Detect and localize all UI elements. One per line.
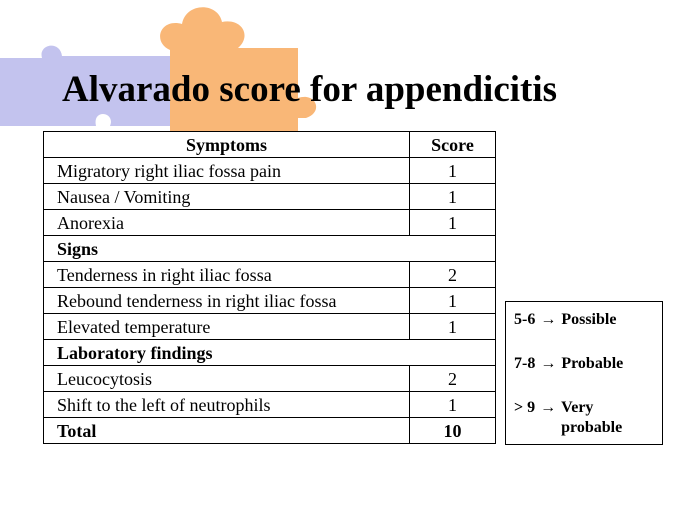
header-score: Score xyxy=(410,132,496,158)
table-row xyxy=(44,158,496,184)
legend-range: 5-6 xyxy=(514,311,536,328)
legend-range: 7-8 xyxy=(514,355,536,372)
table-row xyxy=(44,262,496,288)
header-symptoms: Symptoms xyxy=(44,132,410,158)
alvarado-score-table xyxy=(43,131,496,444)
row-score: 1 xyxy=(410,184,496,210)
row-score: 1 xyxy=(410,158,496,184)
legend-range: > 9 xyxy=(514,399,536,416)
row-label: Migratory right iliac fossa pain xyxy=(44,158,410,184)
row-label: Leucocytosis xyxy=(44,366,410,392)
page-title: Alvarado score for appendicitis xyxy=(62,69,558,110)
row-score: 1 xyxy=(410,392,496,418)
table-row xyxy=(44,314,496,340)
row-score: 1 xyxy=(410,210,496,236)
legend-label: Probable xyxy=(561,355,624,372)
section-heading: Signs xyxy=(44,236,496,262)
row-label: Shift to the left of neutrophils xyxy=(44,392,410,418)
table-row xyxy=(44,366,496,392)
legend-label: Very probable xyxy=(561,399,623,436)
arrow-right-icon: → xyxy=(540,311,557,328)
section-heading: Laboratory findings xyxy=(44,340,496,366)
row-score: 1 xyxy=(410,314,496,340)
section-row-signs xyxy=(44,236,496,262)
table-row xyxy=(44,210,496,236)
table-row xyxy=(44,184,496,210)
row-score: 1 xyxy=(410,288,496,314)
total-label: Total xyxy=(44,418,410,444)
row-label: Anorexia xyxy=(44,210,410,236)
legend-item xyxy=(514,310,662,330)
arrow-right-icon: → xyxy=(540,355,557,372)
interpretation-legend xyxy=(505,301,663,445)
legend-label: Possible xyxy=(561,311,617,328)
row-score: 2 xyxy=(410,262,496,288)
total-score: 10 xyxy=(410,418,496,444)
legend-item xyxy=(514,398,662,438)
table-row xyxy=(44,392,496,418)
table-header-row xyxy=(44,132,496,158)
row-label: Nausea / Vomiting xyxy=(44,184,410,210)
row-label: Rebound tenderness in right iliac fossa xyxy=(44,288,410,314)
section-row-lab xyxy=(44,340,496,366)
row-label: Tenderness in right iliac fossa xyxy=(44,262,410,288)
total-row xyxy=(44,418,496,444)
arrow-right-icon: → xyxy=(540,399,557,416)
row-score: 2 xyxy=(410,366,496,392)
legend-item xyxy=(514,354,662,374)
table-row xyxy=(44,288,496,314)
row-label: Elevated temperature xyxy=(44,314,410,340)
